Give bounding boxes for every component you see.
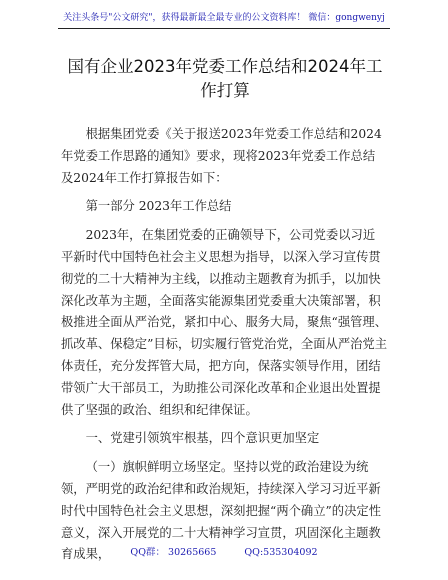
contact-footer [0, 544, 448, 558]
qq-text: QQ:535304092 [244, 547, 318, 558]
summary-paragraph: 2023年，在集团党委的正确领导下，公司党委以习近平新时代中国特色社会主义思想为指导，以深入学习宣传贯彻党的二十大精神为主线，以推动主题教育为抓手，以加快深化改革为主题，全面落实能源集团党委重大决策部署，积极推进全面从严治党，紧扣中心、服务大局，聚焦“强管理、抓改革、保稳定”目标，切实履行管党治党，全面从严治党主体责任，充分发挥管大局，把方向，保落实领导作用，团结带领广大干部员工，为助推公司深化改革和企业退出处置提供了坚强的政治、组织和纪律保证。 [61, 228, 388, 417]
qq-group-text: QQ群： 30265665 [130, 547, 217, 558]
part-one-heading: 第一部分 2023年工作总结 [85, 199, 232, 214]
section-one-heading: 一、党建引领筑牢根基，四个意识更加坚定 [85, 431, 320, 446]
intro-paragraph: 根据集团党委《关于报送2023年党委工作总结和2024年党委工作思路的通知》要求，现将2023年党委工作总结及2024年工作打算报告如下： [61, 127, 382, 185]
promo-header: 关注头条号"公文研究"，获得最新最全最专业的公文资料库！ 微信：gongwenyj [63, 13, 385, 23]
document-title: 国有企业2023年党委工作总结和2024年工作打算 [67, 57, 383, 100]
document-body [61, 124, 387, 566]
subsection-one-paragraph: （一）旗帜鲜明立场坚定。坚持以党的政治建设为统领，严明党的政治纪律和政治规矩，持续深入学习习近平新时代中国特色社会主义思想，深刻把握“两个确立”的决定性意义，深入开展党的二十大精神学习宣贯，巩固深化主题教育成果， [61, 460, 381, 562]
header-divider [58, 28, 390, 29]
